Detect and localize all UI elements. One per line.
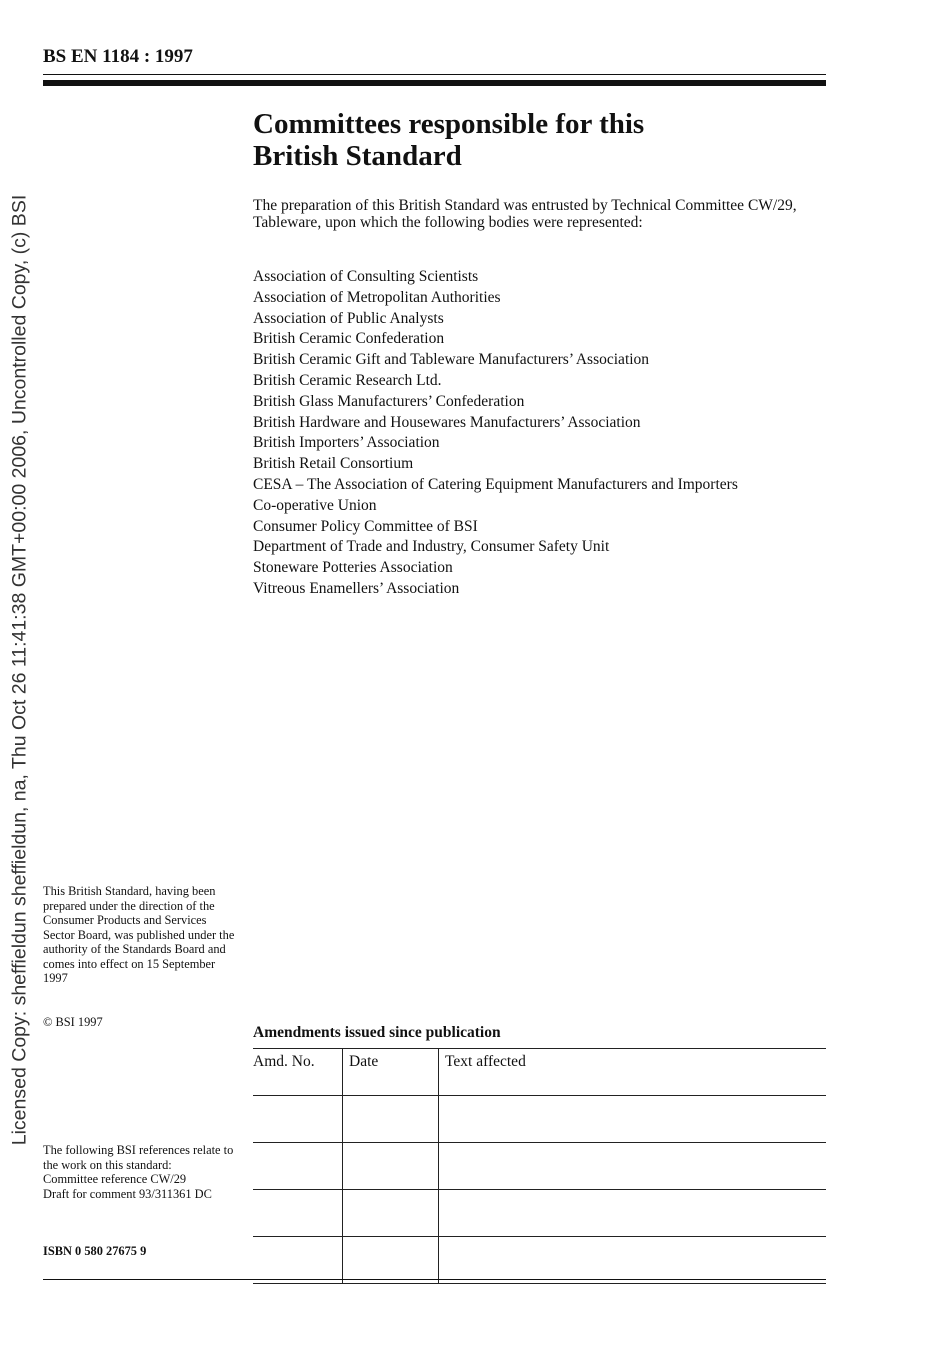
amendments-heading: Amendments issued since publication: [253, 1024, 501, 1041]
list-item: Consumer Policy Committee of BSI: [253, 517, 478, 535]
bsi-references-note: [43, 1143, 235, 1201]
footer-rule: [43, 1279, 826, 1280]
list-item: British Ceramic Gift and Tableware Manufacturers’ Association: [253, 351, 650, 369]
table-cell: [439, 1096, 827, 1143]
license-watermark: Licensed Copy: sheffieldun sheffieldun, na, Thu Oct 26 11:41:38 GMT+00:00 2006, Uncontrolled Copy, (c) BSI: [8, 194, 31, 1146]
column-header-date: Date: [343, 1049, 439, 1096]
list-item: Vitreous Enamellers’ Association: [253, 579, 460, 597]
isbn: ISBN 0 580 27675 9: [43, 1244, 147, 1258]
table-cell: [343, 1190, 439, 1237]
list-item: British Glass Manufacturers’ Confederation: [253, 392, 525, 410]
title-line-2: British Standard: [253, 140, 462, 172]
table-cell: [439, 1143, 827, 1190]
list-item: Association of Consulting Scientists: [253, 268, 479, 285]
list-item: British Ceramic Research Ltd.: [253, 371, 442, 389]
intro-paragraph: The preparation of this British Standard was entrusted by Technical Committee CW/29, Tableware, upon which the following bodies were represented:: [253, 197, 797, 231]
header-rule-thick: [43, 80, 826, 86]
list-item: Stoneware Potteries Association: [253, 559, 453, 577]
list-item: British Retail Consortium: [253, 455, 414, 473]
standard-identifier: BS EN 1184 : 1997: [43, 46, 193, 67]
table-header-row: [253, 1049, 826, 1096]
table-cell: [253, 1237, 343, 1284]
table-row: [253, 1143, 826, 1190]
page-title: [253, 108, 813, 172]
table-cell: [343, 1143, 439, 1190]
table-cell: [439, 1237, 827, 1284]
header-rule-thin: [43, 74, 826, 75]
table-row: [253, 1096, 826, 1143]
list-item: British Importers’ Association: [253, 434, 440, 452]
table-row: [253, 1190, 826, 1237]
list-item: CESA – The Association of Catering Equipment Manufacturers and Importers: [253, 475, 738, 493]
draft-reference: Draft for comment 93/311361 DC: [43, 1186, 212, 1201]
list-item: British Ceramic Confederation: [253, 330, 445, 348]
table-cell: [343, 1237, 439, 1284]
list-item: Co-operative Union: [253, 496, 377, 514]
amendments-table: [253, 1048, 826, 1284]
table-cell: [253, 1143, 343, 1190]
references-intro: The following BSI references relate to the work on this standard:: [43, 1143, 234, 1172]
column-header-amd-no: Amd. No.: [253, 1049, 343, 1096]
table-cell: [253, 1096, 343, 1143]
table-cell: [343, 1096, 439, 1143]
copyright-notice: © BSI 1997: [43, 1015, 103, 1029]
list-item: British Hardware and Housewares Manufacturers’ Association: [253, 413, 641, 431]
table-row: [253, 1237, 826, 1284]
list-item: Association of Public Analysts: [253, 309, 444, 327]
committee-reference: Committee reference CW/29: [43, 1172, 187, 1186]
publication-note: This British Standard, having been prepared under the direction of the Consumer Products and Services Sector Board, was published under the authority of the Standards Board and comes into effect on 15 September 1997: [43, 884, 235, 985]
column-header-text-affected: Text affected: [439, 1049, 827, 1096]
list-item: Association of Metropolitan Authorities: [253, 288, 501, 306]
represented-bodies-list: [253, 267, 738, 600]
table-cell: [439, 1190, 827, 1237]
table-cell: [253, 1190, 343, 1237]
title-line-1: Committees responsible for this: [253, 108, 645, 140]
list-item: Department of Trade and Industry, Consumer Safety Unit: [253, 538, 610, 556]
